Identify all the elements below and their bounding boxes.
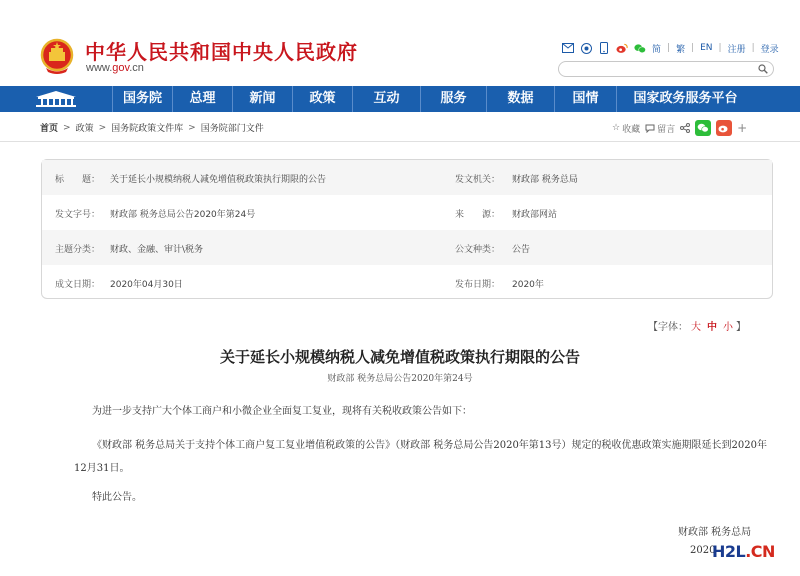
site-url: [86, 62, 144, 74]
issuer-value: 财政部 税务总局: [512, 175, 578, 185]
breadcrumb-policy-library[interactable]: 国务院政策文件库: [111, 124, 184, 134]
lang-english-link[interactable]: EN: [700, 43, 713, 53]
article-paragraph: 特此公告。: [92, 492, 142, 503]
font-size-selector: [648, 318, 746, 333]
article-title: 关于延长小规模纳税人减免增值税政策执行期限的公告: [219, 348, 580, 366]
published-date-label: 发布日期：: [455, 280, 501, 290]
wechat-icon[interactable]: [634, 42, 646, 54]
font-size-large[interactable]: 大: [691, 322, 701, 333]
info-row: [42, 195, 772, 230]
app-circle-icon[interactable]: [580, 42, 592, 54]
divider: |: [691, 43, 695, 53]
login-link[interactable]: 登录: [760, 44, 779, 55]
breadcrumb-policy[interactable]: 政策: [75, 124, 94, 134]
chevron-right-icon: >: [63, 122, 71, 133]
article-subtitle: 财政部 税务总局公告2020年第24号: [327, 374, 473, 384]
source-label: 来 源：: [455, 210, 501, 220]
docno-label: 发文字号：: [55, 210, 101, 220]
nav-item-news[interactable]: 新闻: [232, 86, 292, 112]
comment-label: 留言: [657, 124, 676, 135]
national-emblem-icon[interactable]: [40, 38, 74, 76]
divider: |: [751, 43, 755, 53]
mobile-icon[interactable]: [598, 42, 610, 54]
page-actions: [612, 120, 747, 136]
source-value: 财政部网站: [512, 210, 558, 220]
issuer-label: 发文机关：: [455, 175, 501, 185]
weibo-share-icon[interactable]: [716, 120, 732, 136]
site-url-prefix: www.: [86, 62, 113, 74]
top-links: [562, 40, 779, 56]
article-signer: 财政部 税务总局: [678, 527, 752, 538]
docno-value: 财政部 税务总局公告2020年第24号: [110, 210, 256, 220]
title-label: 标 题：: [55, 175, 101, 185]
breadcrumb: [40, 121, 264, 134]
watermark-logo: [712, 542, 775, 561]
info-row: [42, 230, 772, 265]
lang-traditional-link[interactable]: 繁: [676, 44, 686, 55]
topic-label: 主题分类：: [55, 245, 101, 255]
chevron-right-icon: >: [98, 122, 107, 133]
written-date-label: 成文日期：: [55, 280, 101, 290]
article-paragraph: 《财政部 税务总局关于支持个体工商户复工复业增值税政策的公告》（财政部 税务总局公告2020年第13号）规定的税收优惠政策实施期限延长到2020年12月31日。: [74, 440, 767, 474]
wechat-share-icon[interactable]: [695, 120, 711, 136]
favorite-button[interactable]: [612, 122, 640, 135]
chevron-right-icon: >: [188, 122, 196, 133]
watermark-part2: .CN: [745, 542, 775, 561]
breadcrumb-department-docs[interactable]: 国务院部门文件: [200, 124, 264, 134]
nav-item-services[interactable]: 服务: [420, 86, 486, 112]
nav-home-building-icon[interactable]: [0, 86, 112, 112]
nav-item-national-info[interactable]: 国情: [554, 86, 616, 112]
nav-item-interaction[interactable]: 互动: [352, 86, 420, 112]
topic-value: 财政、金融、审计\税务: [110, 245, 204, 255]
nav-item-data[interactable]: 数据: [486, 86, 554, 112]
published-date-value: 2020年: [512, 280, 544, 290]
article-date: 2020: [690, 545, 716, 556]
breadcrumb-bar: [0, 112, 800, 142]
info-row: [42, 265, 772, 300]
comment-button[interactable]: [645, 122, 675, 135]
nav-item-policy[interactable]: 政策: [292, 86, 352, 112]
watermark-part1: H2L: [712, 542, 746, 561]
lang-simplified-link[interactable]: 简: [652, 44, 662, 55]
site-url-domain: gov: [112, 62, 130, 74]
breadcrumb-home[interactable]: 首页: [40, 124, 59, 134]
doc-type-value: 公告: [512, 245, 531, 255]
search-input[interactable]: [558, 61, 774, 77]
register-link[interactable]: 注册: [727, 44, 746, 55]
nav-item-premier[interactable]: 总理: [172, 86, 232, 112]
nav-item-state-council[interactable]: 国务院: [112, 86, 172, 112]
font-size-medium[interactable]: 中: [707, 322, 717, 333]
comment-icon: [645, 124, 655, 133]
info-row: [42, 160, 772, 195]
weibo-icon[interactable]: [616, 42, 628, 54]
site-header: [0, 0, 800, 88]
share-button[interactable]: [680, 123, 690, 133]
font-size-small[interactable]: 小: [723, 322, 733, 333]
document-info-table: [41, 159, 773, 299]
share-icon: [680, 123, 690, 133]
divider: |: [667, 43, 671, 53]
doc-type-label: 公文种类：: [455, 245, 501, 255]
article-paragraph: 为进一步支持广大个体工商户和小微企业全面复工复业，现将有关税收政策公告如下：: [92, 406, 472, 417]
main-nav: [0, 86, 800, 112]
mail-icon[interactable]: [562, 42, 574, 54]
favorite-label: 收藏: [622, 124, 641, 135]
font-size-prefix: 【字体：: [648, 322, 688, 333]
font-size-suffix: 】: [736, 322, 746, 333]
site-title[interactable]: 中华人民共和国中央人民政府: [85, 40, 358, 64]
title-value: 关于延长小规模纳税人减免增值税政策执行期限的公告: [110, 175, 327, 185]
site-url-suffix: .cn: [129, 62, 144, 74]
written-date-value: 2020年04月30日: [110, 280, 183, 290]
search-icon[interactable]: [758, 64, 768, 74]
nav-item-service-platform[interactable]: 国家政务服务平台: [616, 86, 754, 112]
divider: |: [718, 43, 722, 53]
plus-icon[interactable]: +: [737, 121, 748, 135]
star-icon: ☆: [612, 123, 621, 133]
